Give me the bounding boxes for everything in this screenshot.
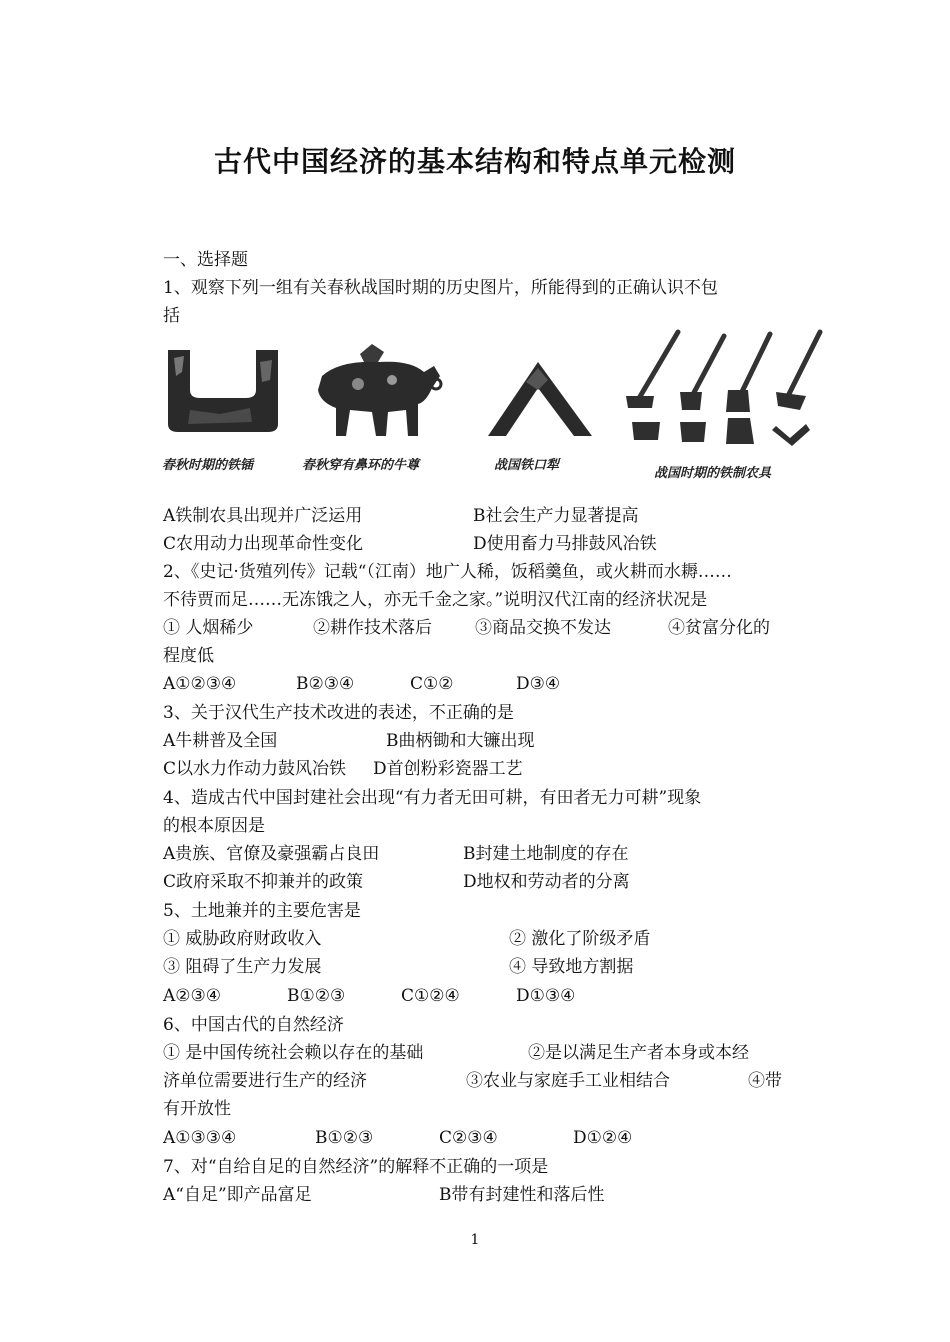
q5-option-b[interactable]: B①②③: [287, 986, 346, 1006]
q2-option-a[interactable]: A①②③④: [163, 674, 237, 694]
q2-item-2: ②耕作技术落后: [313, 618, 432, 638]
q2-option-d[interactable]: D③④: [516, 674, 561, 694]
q2-option-c[interactable]: C①②: [410, 674, 454, 694]
q2-item-1: ① 人烟稀少: [163, 618, 254, 638]
q2-stem: 2、《史记·货殖列传》记载“（江南）地广人稀，饭稻羹鱼，或火耕而水耨……: [163, 562, 732, 582]
q1-stem: 1、观察下列一组有关春秋战国时期的历史图片，所能得到的正确认识不包: [163, 278, 718, 298]
q4-option-c[interactable]: C政府采取不抑兼并的政策: [163, 872, 364, 892]
q2-stem-cont: 不待贾而足……无冻饿之人，亦无千金之家。”说明汉代江南的经济状况是: [163, 590, 708, 610]
q5-item-1: ① 威胁政府财政收入: [163, 929, 322, 949]
q5-stem: 5、土地兼并的主要危害是: [163, 901, 361, 921]
q4-option-d[interactable]: D地权和劳动者的分离: [463, 872, 630, 892]
q6-option-a[interactable]: A①③③④: [163, 1128, 237, 1148]
q2-item-4-cont: 程度低: [163, 646, 214, 666]
q6-item-2-cont: 济单位需要进行生产的经济: [163, 1071, 367, 1091]
q1-caption-3: 战国铁口犁: [494, 458, 560, 473]
q5-item-2: ② 激化了阶级矛盾: [509, 929, 651, 949]
q7-stem: 7、对“自给自足的自然经济”的解释不正确的一项是: [163, 1157, 549, 1177]
q5-option-c[interactable]: C①②④: [401, 986, 460, 1006]
q4-option-a[interactable]: A贵族、官僚及豪强霸占良田: [163, 844, 380, 864]
q3-stem: 3、关于汉代生产技术改进的表述，不正确的是: [163, 703, 514, 723]
q2-item-4: ④贫富分化的: [668, 618, 770, 638]
q6-item-4: ④带: [748, 1071, 782, 1091]
q1-caption-2: 春秋穿有鼻环的牛尊: [302, 458, 420, 473]
q5-option-a[interactable]: A②③④: [163, 986, 221, 1006]
document-title: 古代中国经济的基本结构和特点单元检测: [213, 145, 736, 178]
q1-caption-1: 春秋时期的铁锸: [162, 458, 254, 473]
q4-option-b[interactable]: B封建土地制度的存在: [463, 844, 629, 864]
q1-figure-strip: [160, 332, 830, 482]
iron-spade-image: [160, 332, 285, 447]
q6-item-3: ③农业与家庭手工业相结合: [466, 1071, 670, 1091]
q7-option-a[interactable]: A“自足”即产品富足: [163, 1185, 312, 1205]
q1-option-b[interactable]: B社会生产力显著提高: [473, 506, 639, 526]
q4-stem-cont: 的根本原因是: [163, 816, 265, 836]
q4-stem: 4、造成古代中国封建社会出现“有力者无田可耕，有田者无力可耕”现象: [163, 788, 702, 808]
q1-option-d[interactable]: D使用畜力马排鼓风冶铁: [473, 534, 657, 554]
q5-option-d[interactable]: D①③④: [516, 986, 576, 1006]
q1-option-a[interactable]: A铁制农具出现并广泛运用: [163, 506, 363, 526]
q3-option-a[interactable]: A牛耕普及全国: [163, 731, 278, 751]
iron-tools-image: [620, 326, 830, 452]
q7-option-b[interactable]: B带有封建性和落后性: [439, 1185, 605, 1205]
q6-option-c[interactable]: C②③④: [439, 1128, 498, 1148]
q3-option-d[interactable]: D首创粉彩瓷器工艺: [373, 759, 523, 779]
q6-option-d[interactable]: D①②④: [573, 1128, 633, 1148]
q2-item-3: ③商品交换不发达: [475, 618, 611, 638]
iron-plough-image: [480, 332, 600, 450]
q3-option-c[interactable]: C以水力作动力鼓风冶铁: [163, 759, 347, 779]
page-number: 1: [470, 1232, 480, 1248]
q2-option-b[interactable]: B②③④: [296, 674, 355, 694]
q5-item-3: ③ 阻碍了生产力发展: [163, 957, 322, 977]
q6-item-1: ① 是中国传统社会赖以存在的基础: [163, 1043, 424, 1063]
q6-option-b[interactable]: B①②③: [315, 1128, 374, 1148]
q1-caption-4: 战国时期的铁制农具: [654, 466, 772, 481]
ox-vessel-image: [300, 332, 450, 450]
section-heading: 一、选择题: [163, 250, 248, 270]
q3-option-b[interactable]: B曲柄锄和大镰出现: [386, 731, 535, 751]
q5-item-4: ④ 导致地方割据: [509, 957, 634, 977]
q6-item-4-cont: 有开放性: [163, 1099, 231, 1119]
q1-option-c[interactable]: C农用动力出现革命性变化: [163, 534, 364, 554]
q6-item-2: ②是以满足生产者本身或本经: [528, 1043, 749, 1063]
q6-stem: 6、中国古代的自然经济: [163, 1015, 344, 1035]
q1-stem-cont: 括: [163, 306, 180, 326]
